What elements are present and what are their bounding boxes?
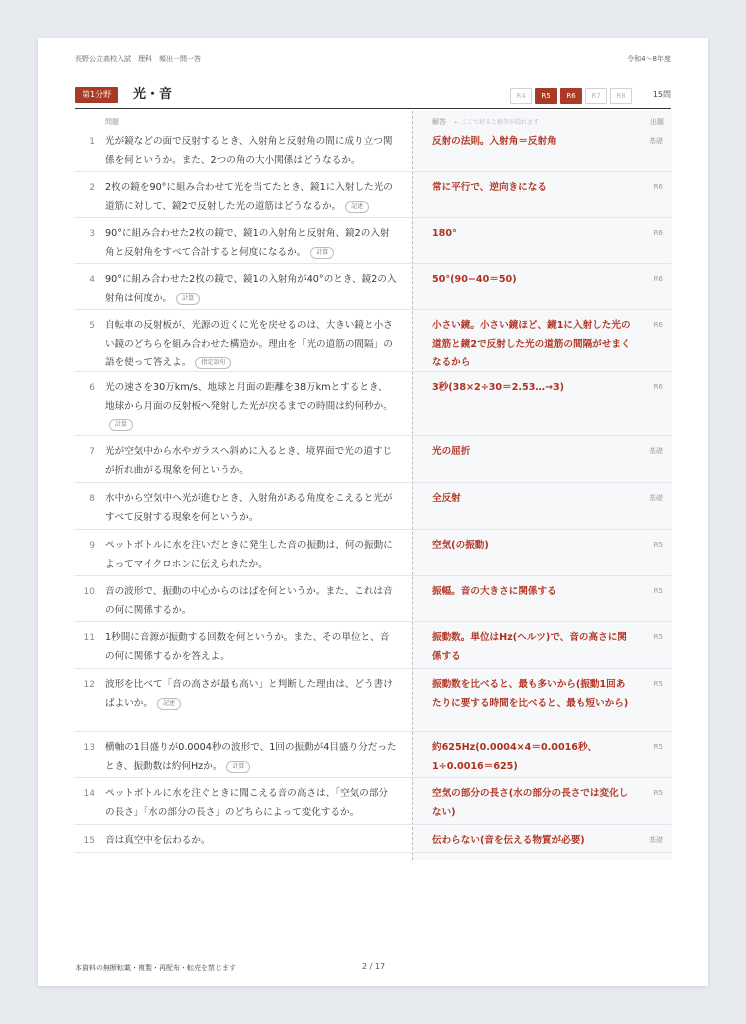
question-row (75, 125, 671, 172)
question-type-tag: 指定語句 (195, 357, 231, 369)
question-text-body: 光が空気中から水やガラスへ斜めに入るとき、境界面で光の道すじが折れ曲がる現象を何というか。 (105, 446, 393, 476)
question-row (75, 309, 671, 372)
question-number: 6 (89, 383, 95, 393)
question-number: 8 (89, 494, 95, 504)
question-number: 13 (83, 743, 95, 753)
question-number: 7 (89, 447, 95, 457)
source-label: 基礎 (649, 137, 663, 145)
question-number: 2 (89, 183, 95, 193)
question-text-body: 音の波形で、振動の中心からのはばを何というか。また、これは音の何に関係するか。 (105, 586, 393, 616)
question-row (75, 263, 671, 310)
question-text-body: 横軸の1目盛りが0.0004秒の波形で、1回の振動が4目盛り分だったとき、振動数は約何Hzか。 (105, 742, 397, 772)
question-text-body: 90°に組み合わせた2枚の鏡で、鏡1の入射角と反射角、鏡2の入射角と反射角をすべて合計すると何度になるか。 (105, 228, 390, 258)
question-text (105, 317, 397, 373)
question-text-body: 音は真空中を伝わるか。 (105, 835, 211, 846)
answer-text: 空気(の振動) (432, 540, 489, 551)
question-row (75, 824, 671, 853)
question-type-tag: 記述 (157, 698, 181, 710)
source-label: R5 (653, 789, 663, 797)
question-text-body: ペットボトルに水を注ぐときに聞こえる音の高さは、「空気の部分の長さ」「水の部分の長さ」のどちらによって変化するか。 (105, 788, 389, 818)
copyright-notice: 本資料の無断転載・複製・再配布・転売を禁じます (75, 964, 236, 972)
question-row (75, 371, 671, 436)
question-text (105, 179, 397, 216)
question-text (105, 832, 397, 851)
source-label: R6 (653, 383, 663, 391)
source-label: 基礎 (649, 836, 663, 844)
question-text-body: 水中から空気中へ光が進むとき、入射角がある角度をこえると光がすべて反射する現象を何というか。 (105, 493, 393, 523)
question-text (105, 676, 397, 713)
source-label: R5 (653, 587, 663, 595)
question-number: 12 (83, 680, 95, 690)
source-label: R5 (653, 633, 663, 641)
page-number: 2 / 17 (362, 962, 386, 971)
question-type-tag: 計算 (176, 293, 200, 305)
year-tab-r4[interactable]: R4 (510, 88, 532, 104)
year-tab-r8[interactable]: R8 (610, 88, 632, 104)
question-type-tag: 計算 (310, 247, 334, 259)
question-text (105, 379, 397, 435)
answer-text: 光の屈折 (432, 446, 471, 457)
column-header-question: 問題 (105, 118, 119, 126)
document-header-years: 令和4～8年度 (627, 55, 671, 63)
question-text (105, 443, 397, 480)
question-row (75, 482, 671, 530)
question-number: 15 (83, 836, 95, 846)
question-text (105, 490, 397, 527)
question-row (75, 435, 671, 483)
question-number: 14 (83, 789, 95, 799)
source-label: 基礎 (649, 494, 663, 502)
question-row (75, 217, 671, 264)
question-text-body: 光の速さを30万km/s、地球と月面の距離を38万kmとするとき、地球から月面の反射板へ発射した光が戻るまでの時間は約何秒か。 (105, 382, 393, 412)
unit-badge: 第1分野 (75, 87, 118, 103)
answer-text: 反射の法則。入射角＝反射角 (432, 136, 557, 147)
column-header-source: 出題 (650, 118, 664, 126)
question-text (105, 133, 397, 170)
source-label: R5 (653, 743, 663, 751)
source-label: R5 (653, 541, 663, 549)
question-row (75, 575, 671, 622)
question-row (75, 621, 671, 669)
question-text-body: 自転車の反射板が、光源の近くに光を戻せるのは、大きい鏡と小さい鏡のどちらを組み合わせた構造か。理由を「光の道筋の間隔」の語を使って答えよ。 (105, 320, 393, 368)
answer-text: 全反射 (432, 493, 461, 504)
question-row (75, 731, 671, 778)
answer-text: 空気の部分の長さ(水の部分の長さでは変化しない) (432, 788, 629, 818)
question-text-body: ペットボトルに水を注いだときに発生した音の振動は、何の振動によってマイクロホンに伝えられたか。 (105, 540, 393, 570)
answer-text: 伝わらない(音を伝える物質が必要) (432, 835, 585, 846)
question-row (75, 777, 671, 825)
question-text (105, 739, 397, 776)
question-type-tag: 計算 (226, 761, 250, 773)
answer-text: 振幅。音の大きさに関係する (432, 586, 557, 597)
question-number: 5 (89, 321, 95, 331)
question-number: 10 (83, 587, 95, 597)
year-tab-r6[interactable]: R6 (560, 88, 582, 104)
answer-text: 常に平行で、逆向きになる (432, 182, 547, 193)
question-count: 15問 (652, 90, 671, 99)
question-text-body: 90°に組み合わせた2枚の鏡で、鏡1の入射角が40°のとき、鏡2の入射角は何度か。 (105, 274, 397, 304)
question-text-body: 波形を比べて「音の高さが最も高い」と判断した理由は、どう書けばよいか。 (105, 679, 393, 709)
question-text (105, 629, 397, 666)
question-number: 4 (89, 275, 95, 285)
question-row (75, 529, 671, 576)
question-number: 3 (89, 229, 95, 239)
question-text-body: 2枚の鏡を90°に組み合わせて光を当てたとき、鏡1に入射した光の道筋に対して、鏡2で反射した光の道筋はどうなるか。 (105, 182, 393, 212)
section-title-row (75, 86, 671, 106)
document-page (38, 38, 708, 986)
question-text-body: 1秒間に音源が振動する回数を何というか。また、その単位と、音の何に関係するかを答えよ。 (105, 632, 390, 662)
question-number: 1 (89, 137, 95, 147)
year-tab-r5[interactable]: R5 (535, 88, 557, 104)
answer-text: 小さい鏡。小さい鏡ほど、鏡1に入射した光の道筋と鏡2で反射した光の道筋の間隔がせまくなるから (432, 320, 631, 368)
fold-hint: ← ここで折ると解答が隠れます (454, 119, 540, 126)
answer-text: 振動数。単位はHz(ヘルツ)で、音の高さに関係する (432, 632, 627, 662)
question-number: 11 (83, 633, 95, 643)
section-title: 光・音 (133, 87, 173, 102)
answer-text: 180° (432, 228, 457, 239)
source-label: R6 (653, 275, 663, 283)
question-text (105, 225, 397, 262)
title-rule (75, 108, 671, 109)
question-text (105, 583, 397, 620)
question-text-body: 光が鏡などの面で反射するとき、入射角と反射角の間に成り立つ関係を何というか。また、2つの角の大小関係はどうなるか。 (105, 136, 393, 166)
year-tab-r7[interactable]: R7 (585, 88, 607, 104)
answer-text: 振動数を比べると、最も多いから(振動1回あたりに要する時間を比べると、最も短いから) (432, 679, 629, 709)
question-type-tag: 記述 (345, 201, 369, 213)
question-type-tag: 計算 (109, 419, 133, 431)
source-label: R6 (653, 321, 663, 329)
answer-text: 3秒(38×2÷30＝2.53…→3) (432, 382, 565, 393)
question-text (105, 537, 397, 574)
column-header-answer-label: 解答 (432, 118, 446, 126)
source-label: 基礎 (649, 447, 663, 455)
answer-text: 50°(90−40＝50) (432, 274, 517, 285)
source-label: R6 (653, 183, 663, 191)
question-number: 9 (89, 541, 95, 551)
source-label: R6 (653, 229, 663, 237)
question-text (105, 785, 397, 822)
question-row (75, 171, 671, 218)
answer-text: 約625Hz(0.0004×4＝0.0016秒、1÷0.0016＝625) (432, 742, 598, 772)
document-header-title: 長野公立高校入試 理科 頻出一問一答 (75, 55, 201, 63)
question-text (105, 271, 397, 308)
question-row (75, 668, 671, 732)
source-label: R5 (653, 680, 663, 688)
